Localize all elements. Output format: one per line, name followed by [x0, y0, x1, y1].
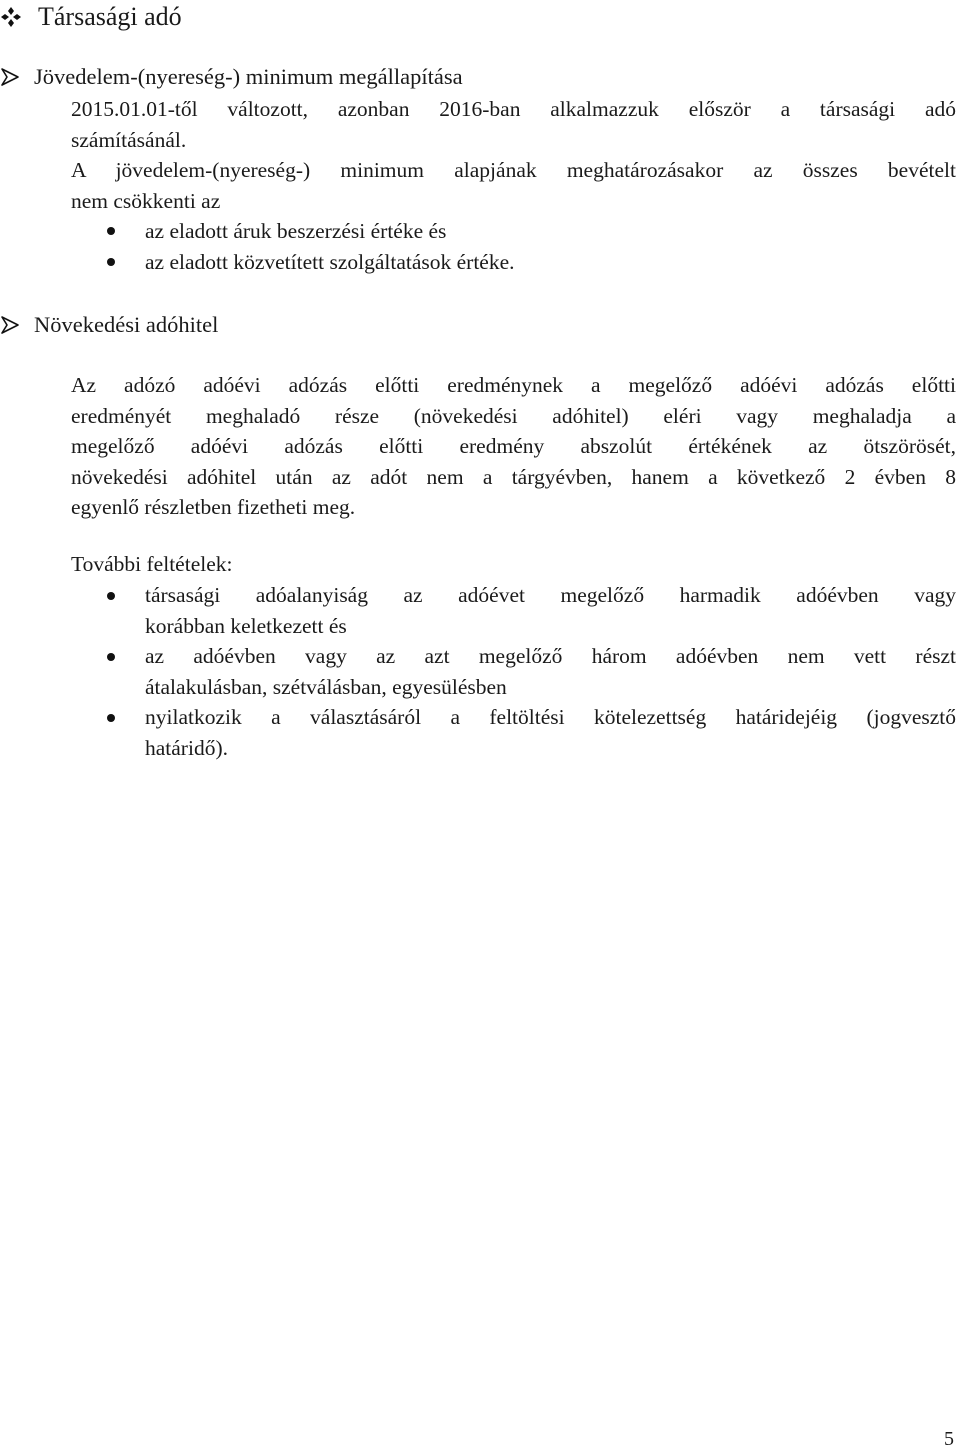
condition-line: társasági adóalanyiság az adóévet megelőző harmadik adóévben vagy	[145, 583, 956, 607]
condition-item	[145, 641, 956, 702]
condition-line: korábban keletkezett és	[145, 613, 347, 638]
bullet-dot	[107, 592, 115, 600]
paragraph-line: egyenlő részletben fizetheti meg.	[71, 495, 356, 519]
paragraph-growth-credit	[71, 370, 956, 523]
condition-line: nyilatkozik a választásáról a feltöltési kötelezettség határidejéig (jogvesztő	[145, 705, 956, 729]
arrow-bullet-icon	[0, 67, 20, 87]
section-heading-text: Növekedési adóhitel	[34, 312, 219, 337]
further-conditions-label: További feltételek:	[71, 552, 233, 576]
condition-item	[145, 702, 956, 763]
bullet-dot	[107, 227, 115, 235]
title-text: Társasági adó	[38, 1, 182, 31]
diamond-bullet-icon	[0, 6, 22, 28]
section-heading-text: Jövedelem-(nyereség-) minimum megállapítása	[34, 64, 463, 89]
section-heading-minimum	[0, 62, 463, 93]
paragraph-line: eredményét meghaladó része (növekedési adóhitel) eléri vagy meghaladja a	[71, 403, 956, 428]
condition-item	[145, 580, 956, 641]
list-item: az eladott közvetített szolgáltatások értéke.	[145, 250, 515, 274]
bullet-dot	[107, 653, 115, 661]
list-item: az eladott áruk beszerzési értéke és	[145, 219, 447, 243]
paragraph-line: 2015.01.01-től változott, azonban 2016-ban alkalmazzuk először a társasági adó	[71, 97, 956, 121]
bullet-dot	[107, 714, 115, 722]
condition-line: az adóévben vagy az azt megelőző három adóévben nem vett részt	[145, 644, 956, 668]
paragraph-line: nem csökkenti az	[71, 188, 221, 213]
page-number: 5	[944, 1428, 954, 1450]
paragraph-line: A jövedelem-(nyereség-) minimum alapjának meghatározásakor az összes bevételt	[71, 158, 956, 182]
paragraph-line: Az adózó adóévi adózás előtti eredménynek a megelőző adóévi adózás előtti	[71, 373, 956, 397]
arrow-bullet-icon	[0, 315, 20, 335]
paragraph-line: számításánál.	[71, 127, 187, 152]
condition-line: átalakulásban, szétválásban, egyesülésben	[145, 674, 507, 699]
bullet-dot	[107, 258, 115, 266]
section-heading-growth-credit	[0, 310, 218, 341]
paragraph-line: növekedési adóhitel után az adót nem a tárgyévben, hanem a következő 2 évben 8	[71, 464, 956, 489]
paragraph-line: megelőző adóévi adózás előtti eredmény abszolút értékének az ötszörösét,	[71, 434, 956, 458]
paragraph-change-notice	[71, 94, 956, 155]
condition-line: határidő).	[145, 735, 228, 760]
document-title	[0, 0, 182, 34]
paragraph-minimum-base	[71, 155, 956, 216]
